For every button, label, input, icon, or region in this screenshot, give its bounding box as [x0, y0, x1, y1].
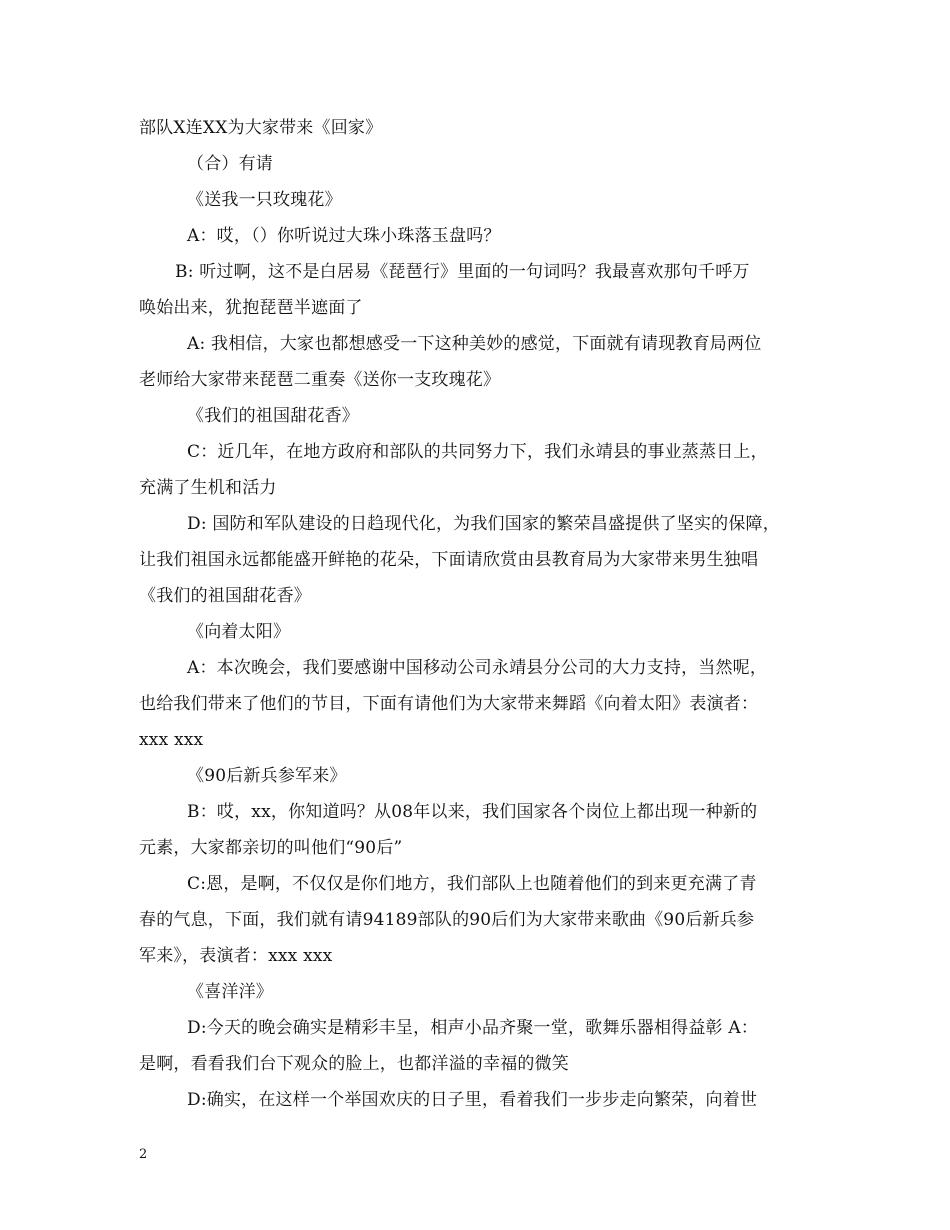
- text-line: C:恩，是啊，不仅仅是你们地方，我们部队上也随着他们的到来更充满了青: [187, 874, 757, 894]
- text-line: C：近几年，在地方政府和部队的共同努力下，我们永靖县的事业蒸蒸日上，: [187, 442, 768, 462]
- text-line: B：哎，xx，你知道吗？从08年以来，我们国家各个岗位上都出现一种新的: [187, 802, 758, 822]
- text-line: 唤始出来，犹抱琵琶半遮面了: [139, 298, 363, 318]
- text-line: D:确实，在这样一个举国欢庆的日子里，看着我们一步步走向繁荣，向着世: [187, 1090, 758, 1110]
- text-line: 《90后新兵参军来》: [187, 766, 347, 786]
- text-line: A: 我相信，大家也都想感受一下这种美妙的感觉，下面就有请现教育局两位: [187, 334, 762, 354]
- text-line: 《我们的祖国甜花香》: [187, 406, 359, 426]
- text-line: A：本次晚会，我们要感谢中国移动公司永靖县分公司的大力支持，当然呢，: [187, 658, 768, 678]
- text-line: D: 国防和军队建设的日趋现代化，为我们国家的繁荣昌盛提供了坚实的保障，: [187, 514, 780, 534]
- text-line: A：哎，（）你听说过大珠小珠落玉盘吗？: [187, 226, 501, 246]
- text-line: 春的气息，下面，我们就有请94189部队的90后们为大家带来歌曲《90后新兵参: [139, 910, 755, 930]
- text-line: xxx xxx: [139, 730, 204, 750]
- text-line: D:今天的晚会确实是精彩丰呈，相声小品齐聚一堂，歌舞乐器相得益彰 A：: [187, 1018, 759, 1038]
- text-line: B: 听过啊，这不是白居易《琵琶行》里面的一句词吗？我最喜欢那句千呼万: [175, 262, 750, 282]
- document-body: [139, 110, 819, 1118]
- text-line: 元素，大家都亲切的叫他们“90后”: [139, 838, 403, 858]
- text-line: 《喜洋洋》: [187, 982, 273, 1002]
- text-line: 是啊，看看我们台下观众的脸上，也都洋溢的幸福的微笑: [139, 1054, 569, 1074]
- text-line: 充满了生机和活力: [139, 478, 277, 498]
- text-line: 让我们祖国永远都能盛开鲜艳的花朵，下面请欣赏由县教育局为大家带来男生独唱: [139, 550, 759, 570]
- text-line: 老师给大家带来琵琶二重奏《送你一支玫瑰花》: [139, 370, 501, 390]
- page-number: 2: [139, 1147, 148, 1162]
- text-line: 《向着太阳》: [187, 622, 291, 642]
- text-line: 《我们的祖国甜花香》: [139, 586, 311, 606]
- text-line: 军来》，表演者：xxx xxx: [139, 946, 333, 966]
- text-line: （合）有请: [187, 154, 273, 174]
- text-line: 《送我一只玫瑰花》: [187, 190, 342, 210]
- text-line: 部队X连XX为大家带来《回家》: [139, 118, 383, 138]
- text-line: 也给我们带来了他们的节目，下面有请他们为大家带来舞蹈《向着太阳》表演者：: [139, 694, 759, 714]
